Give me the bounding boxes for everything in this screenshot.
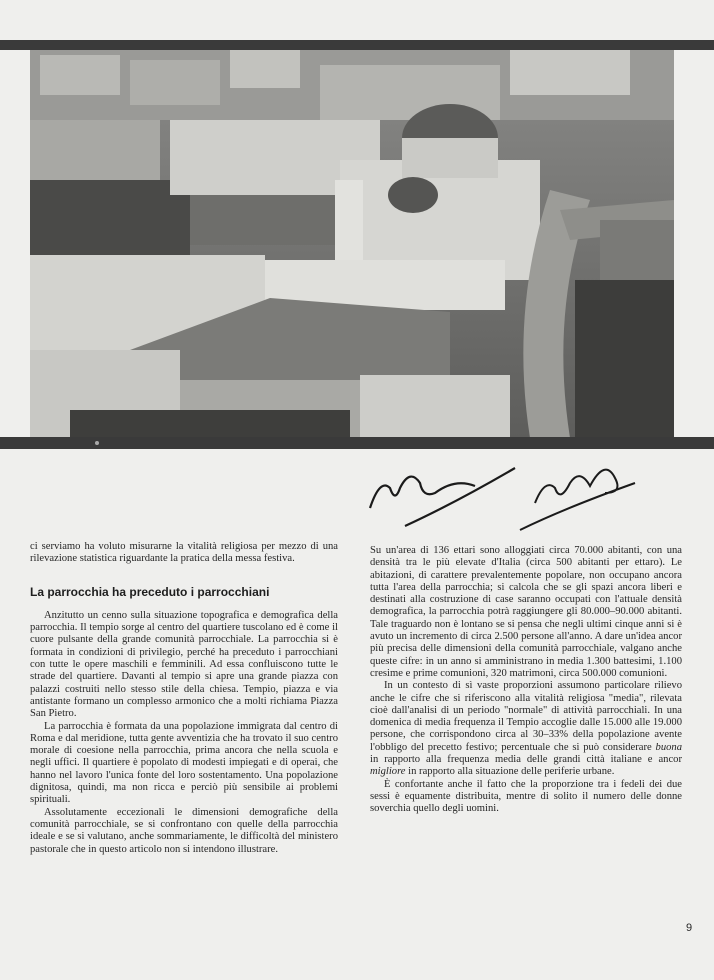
text-run: In un contesto di sì vaste proporzioni assumono particolare rilievo anche le cifre che si riferiscono alla vitalità religiosa "media", rilevata cioè dall'analisi di un periodo "normale" di attività parrocchiali. In una domenica di media frequenza il Tempio accoglie dalle 15.000 alle 19.000 persone, che corrispondono circa al 30–33% della popolazione avente l'obbligo del precetto festivo; percentuale che si può considerare bbox=[370, 680, 682, 753]
left-column bbox=[30, 541, 338, 856]
paragraph: Anzitutto un cenno sulla situazione topografica e demografica della parrocchia. Il tempio sorge al centro del quartiere tuscolano ed è come il cuore pulsante della grande comunità parrocchiale. La parrocchia si è formata in condizioni di privilegio, perché ha preceduto i parrocchiani con tutte le opere maschili e femminili. Ad essa confluiscono tutte le strade del quartiere. Davanti al tempio si apre una grande piazza con palazzi costruiti nello stesso stile della chiesa. Tempio, piazza e via antistante formano un complesso armonico che a molti richiama Piazza San Pietro. bbox=[30, 609, 338, 720]
paragraph: La parrocchia è formata da una popolazione immigrata dal centro di Roma e dal meridione, tutta gente avventizia che ha trovato il suo centro morale di coesione nella parrocchia, prima ancora che nella scuola e negli uffici. Il quartiere è popolato di modesti impiegati e di operai, che hanno nel lavoro l'unica fonte del loro sostentamento. Una popolazione dignitosa, quindi, ma non ricca e perciò più sensibile ai problemi spirituali. bbox=[30, 720, 338, 806]
text-run: in rapporto alla frequenza media delle grandi città italiane e ancor bbox=[370, 754, 682, 766]
paragraph: Su un'area di 136 ettari sono alloggiati circa 70.000 abitanti, con una densità tra le più elevate d'Italia (circa 500 abitanti per ettaro). Le abitazioni, di carattere prevalentemente popolare, non occupano ancora tutta l'area della parrocchia; si calcola che se gli spazi ancora liberi e destinati alla costruzione di case saranno occupati con l'attuale densità demografica, la parrocchia potrà raggiungere gli 80.000–90.000 abitanti. Tale traguardo non è lontano se si pensa che negli ultimi cinque anni si è avuto un incremento di circa 2.500 persone all'anno. A dare un'idea ancor più precisa delle dimensioni della comunità parrocchiale, valgano anche queste cifre: in un anno si amministrano in media 1.300 battesimi, 1.100 cresime e prime comunioni, 320 matrimoni, circa 500.000 comunioni. bbox=[370, 545, 682, 679]
intro-paragraph: ci serviamo ha voluto misurarne la vitalità religiosa per mezzo di una rilevazione statistica riguardante la pratica della messa festiva. bbox=[30, 541, 338, 565]
aerial-photo-icon bbox=[30, 50, 674, 438]
text-run: in rapporto alla situazione delle periferie urbane. bbox=[405, 766, 615, 778]
paragraph: Assolutamente eccezionali le dimensioni demografiche della comunità parrocchiale, se si confrontano con quelle della parrocchia ideale e se si valutano, anche sommariamente, le difficoltà del ministero pastorale che in questo articolo non si intendono illustrare. bbox=[30, 806, 338, 855]
section-heading: La parrocchia ha preceduto i parrocchiani bbox=[30, 584, 270, 599]
right-column bbox=[370, 545, 682, 816]
page-number: 9 bbox=[686, 922, 693, 934]
emphasis: buona bbox=[655, 741, 682, 753]
aerial-photo bbox=[30, 50, 674, 438]
paragraph bbox=[370, 680, 682, 778]
emphasis: migliore bbox=[370, 766, 406, 778]
paragraph: È confortante anche il fatto che la proporzione tra i fedeli dei due sessi è equamente distribuita, mentre di solito il numero delle donne soverchia quello degli uomini. bbox=[370, 778, 682, 815]
mark-dot bbox=[95, 441, 99, 445]
top-rule bbox=[0, 40, 714, 50]
handwritten-signature bbox=[365, 448, 655, 538]
